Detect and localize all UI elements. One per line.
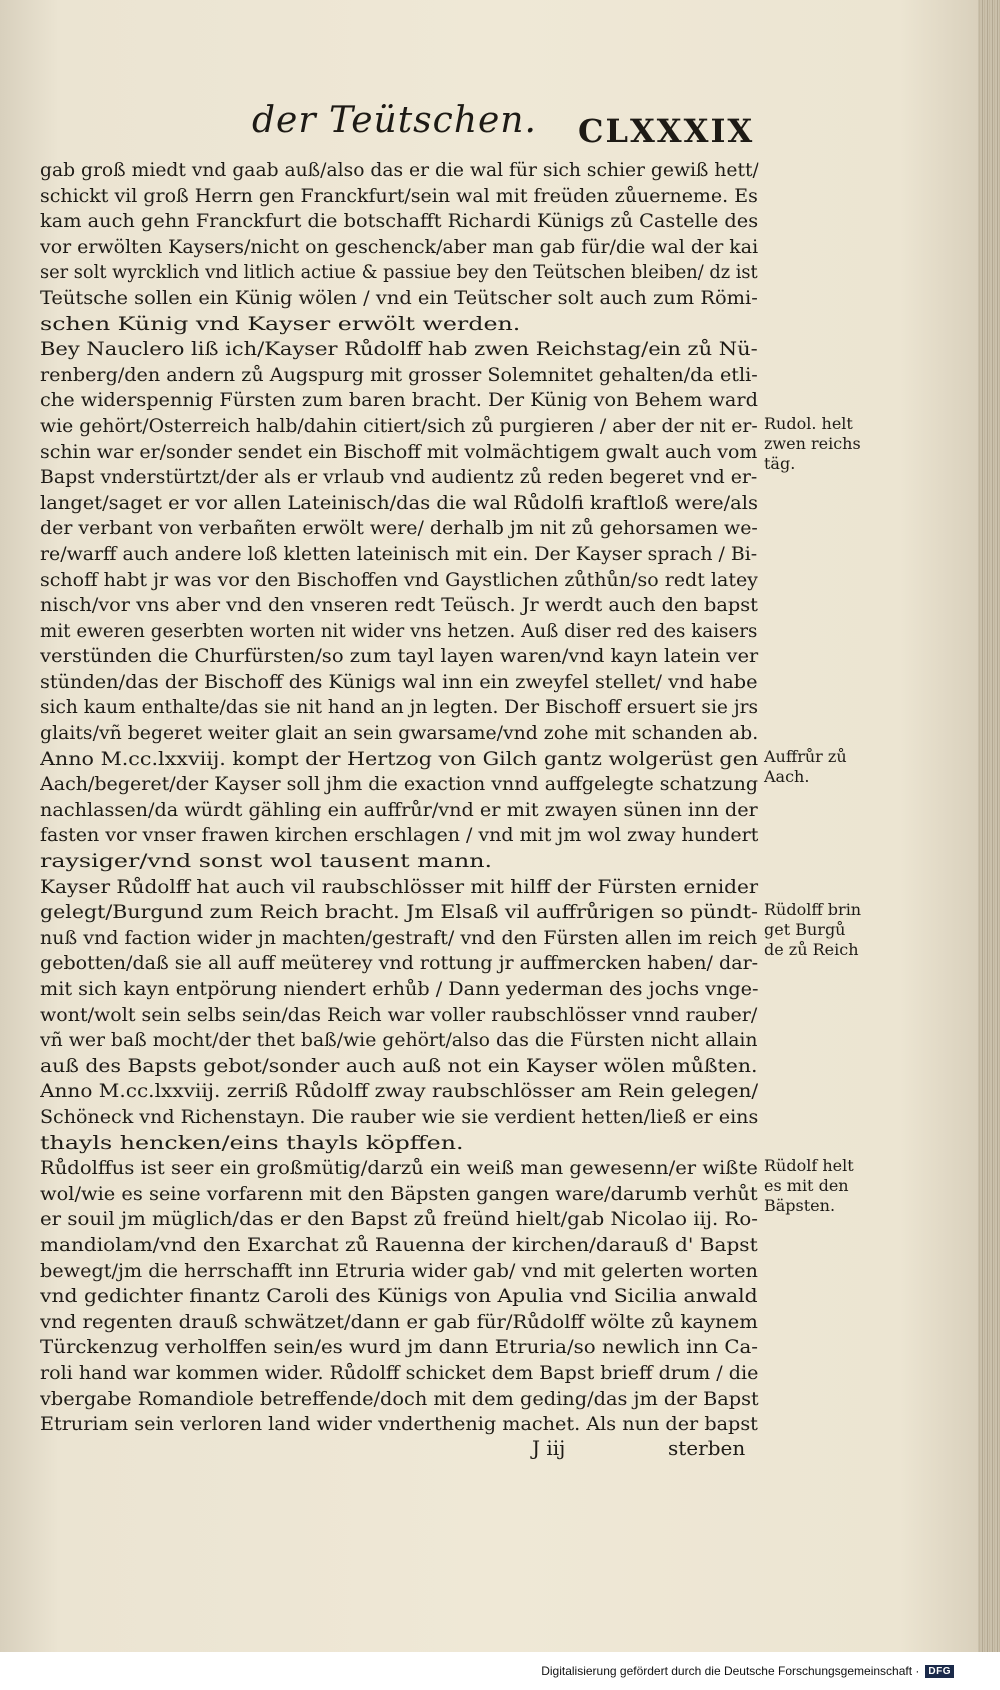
text-line: kam auch gehn Franckfurt die botschafft Richardi Künigs zů Castelle des bbox=[40, 210, 759, 233]
text-line: thayls hencken/eins thayls köpffen. bbox=[40, 1131, 464, 1154]
text-line: nisch/vor vns aber vnd den vnseren redt Teüsch. Jr werdt auch den bapst bbox=[40, 594, 758, 617]
text-line: Teütsche sollen ein Künig wölen / vnd ein Teütscher solt auch zum Römi- bbox=[40, 286, 758, 309]
margin-note-line: täg. bbox=[764, 454, 796, 473]
text-line: vñ wer baß mocht/der thet baß/wie gehört/also das die Fürsten nicht allain bbox=[40, 1029, 758, 1052]
text-line: sich kaum enthalte/das sie nit hand an jn legten. Der Bischoff ersuert sie jrs bbox=[40, 696, 758, 719]
text-line: re/warff auch andere loß kletten lateinisch mit ein. Der Kayser sprach / Bi- bbox=[40, 542, 758, 565]
text-line: Anno M.cc.lxxviij. kompt der Hertzog von Gilch gantz wolgerüst gen bbox=[40, 747, 759, 770]
text-line: mandiolam/vnd den Exarchat zů Rauenna der kirchen/darauß d' Bapst bbox=[40, 1233, 758, 1256]
margin-note-line: Aach. bbox=[764, 766, 810, 786]
margin-note-line: Bäpsten. bbox=[764, 1196, 836, 1216]
text-line: bewegt/jm die herrschafft inn Etruria wider gab/ vnd mit gelerten worten bbox=[40, 1259, 758, 1282]
signature-mark: J iij bbox=[532, 1436, 566, 1460]
text-line: Anno M.cc.lxxviij. zerriß Růdolff zway raubschlösser am Rein gelegen/ bbox=[40, 1080, 759, 1103]
text-line: wol/wie es seine vorfarenn mit den Bäpsten gangen ware/darumb verhůt bbox=[40, 1182, 758, 1205]
text-line: Růdolffus ist seer ein großmütig/darzů ein weiß man gewesenn/er wißte bbox=[40, 1157, 758, 1180]
footer-text: Digitalisierung gefördert durch die Deutsche Forschungsgemeinschaft · bbox=[541, 1664, 920, 1678]
text-line: vnd gedichter finantz Caroli des Künigs von Apulia vnd Sicilia anwald bbox=[40, 1285, 758, 1308]
margin-note-line: Rudol. helt bbox=[764, 414, 853, 433]
text-line: fasten vor vnser frawen kirchen erschlagen / vnd mit jm wol zway hundert bbox=[40, 824, 758, 847]
margin-note-line: Rüdolf helt bbox=[764, 1156, 854, 1176]
body-text bbox=[40, 158, 758, 1438]
margin-note-line: Rüdolff brin bbox=[764, 900, 862, 920]
text-line: nuß vnd faction wider jn machten/gestraft/ vnd den Fürsten allen im reich bbox=[40, 926, 758, 949]
catchword-line bbox=[40, 1436, 758, 1466]
text-line: schin war er/sonder sendet ein Bischoff mit volmächtigem gwalt auch vom bbox=[40, 440, 758, 463]
text-line: stünden/das der Bischoff des Künigs wal inn ein zweyfel stellet/ vnd habe bbox=[40, 670, 758, 693]
text-line: Schöneck vnd Richenstayn. Die rauber wie sie verdient hetten/ließ er eins bbox=[40, 1105, 759, 1128]
margin-note bbox=[764, 414, 874, 474]
text-line: gelegt/Burgund zum Reich bracht. Jm Elsaß vil auffrůrigen so pündt- bbox=[40, 901, 758, 924]
margin-note bbox=[764, 900, 874, 960]
margin-note bbox=[764, 1156, 874, 1216]
text-line: schoff habt jr was vor den Bischoffen vnd Gaystlichen zůthůn/so redt latey bbox=[40, 568, 758, 591]
dfg-logo: DFG bbox=[925, 1665, 954, 1678]
text-line: wie gehört/Osterreich halb/dahin citiert/sich zů purgieren / aber der nit er- bbox=[40, 414, 758, 437]
text-line: mit eweren geserbten worten nit wider vns hetzen. Auß diser red des kaisers bbox=[40, 619, 758, 642]
text-line: Etruriam sein verloren land wider vnderthenig machet. Als nun der bapst bbox=[40, 1413, 758, 1436]
text-line: Kayser Růdolff hat auch vil raubschlösser mit hilff der Fürsten ernider bbox=[40, 875, 759, 898]
margin-note-line: Auffrůr zů bbox=[764, 746, 847, 766]
text-line: roli hand war kommen wider. Růdolff schicket dem Bapst brieff drum / die bbox=[40, 1361, 759, 1384]
text-line: che widerspennig Fürsten zum baren bracht. Der Künig von Behem ward bbox=[40, 389, 758, 412]
text-line: glaits/vñ begeret weiter glait an sein gwarsame/vnd zohe mit schanden ab. bbox=[40, 722, 759, 745]
text-line: auß des Bapsts gebot/sonder auch auß not ein Kayser wölen můßten. bbox=[40, 1054, 758, 1077]
text-line: der verbant von verbañten erwölt were/ derhalb jm nit zů gehorsamen we- bbox=[40, 517, 758, 540]
text-line: gab groß miedt vnd gaab auß/also das er die wal für sich schier gewiß hett/ bbox=[40, 159, 759, 181]
catchword: sterben bbox=[668, 1436, 746, 1460]
text-line: renberg/den andern zů Augspurg mit grosser Solemnitet gehalten/da etli- bbox=[40, 363, 758, 386]
margin-note-line: zwen reichs bbox=[764, 434, 861, 453]
text-line: er souil jm müglich/das er den Bapst zů freünd hielt/gab Nicolao iij. Ro- bbox=[40, 1208, 758, 1231]
text-line: Aach/begeret/der Kayser soll jhm die exaction vnnd auffgelegte schatzung bbox=[40, 773, 758, 796]
text-line: nachlassen/da würdt gähling ein auffrůr/vnd er mit zwayen sünen inn der bbox=[40, 798, 758, 821]
folio-number: CLXXXIX bbox=[578, 112, 755, 150]
text-line: Türckenzug verholffen sein/es wurd jm dann Etruria/so newlich inn Ca- bbox=[40, 1336, 758, 1359]
text-line: langet/saget er vor allen Lateinisch/das die wal Růdolfi kraftloß were/als bbox=[40, 491, 758, 514]
text-line: vor erwölten Kaysers/nicht on geschenck/aber man gab für/die wal der kai bbox=[40, 235, 758, 258]
margin-note-line: es mit den bbox=[764, 1176, 849, 1196]
text-line: schen Künig vnd Kayser erwölt werden. bbox=[40, 312, 521, 335]
text-line: Bey Nauclero liß ich/Kayser Růdolff hab zwen Reichstag/ein zů Nü- bbox=[40, 338, 758, 361]
text-line: gebotten/daß sie all auff meüterey vnd rottung jr auffmercken haben/ dar- bbox=[40, 952, 759, 975]
text-line: ser solt wyrcklich vnd litlich actiue & passiue bey den Teütschen bleiben/ dz ist bbox=[40, 261, 758, 284]
text-line: wont/wolt sein selbs sein/das Reich war voller raubschlösser vnnd rauber/ bbox=[40, 1003, 758, 1026]
text-line: schickt vil groß Herrn gen Franckfurt/sein wal mit freüden zůuerneme. Es bbox=[40, 184, 758, 207]
text-line: verstünden die Churfürsten/so zum tayl layen waren/vnd kayn latein ver bbox=[40, 645, 759, 668]
text-line: raysiger/vnd sonst wol tausent mann. bbox=[40, 850, 493, 873]
margin-note-line: get Burgů bbox=[764, 920, 846, 940]
text-line: vbergabe Romandiole betreffende/doch mit dem geding/das jm der Bapst bbox=[40, 1387, 759, 1410]
text-line: mit sich kayn entpörung niendert erhůb / Dann yederman des jochs vnge- bbox=[40, 978, 759, 1000]
running-title: der Teütschen. bbox=[252, 100, 537, 141]
margin-note bbox=[764, 747, 874, 787]
text-line: vnd regenten drauß schwätzet/dann er gab für/Růdolff wölte zů kaynem bbox=[40, 1310, 758, 1333]
page-stack-edge bbox=[978, 0, 1000, 1652]
text-line: Bapst vnderstürtzt/der als er vrlaub vnd audientz zů reden begeret vnd er- bbox=[40, 466, 758, 489]
digitization-footer bbox=[541, 1664, 954, 1678]
margin-note-line: de zů Reich bbox=[764, 940, 859, 960]
